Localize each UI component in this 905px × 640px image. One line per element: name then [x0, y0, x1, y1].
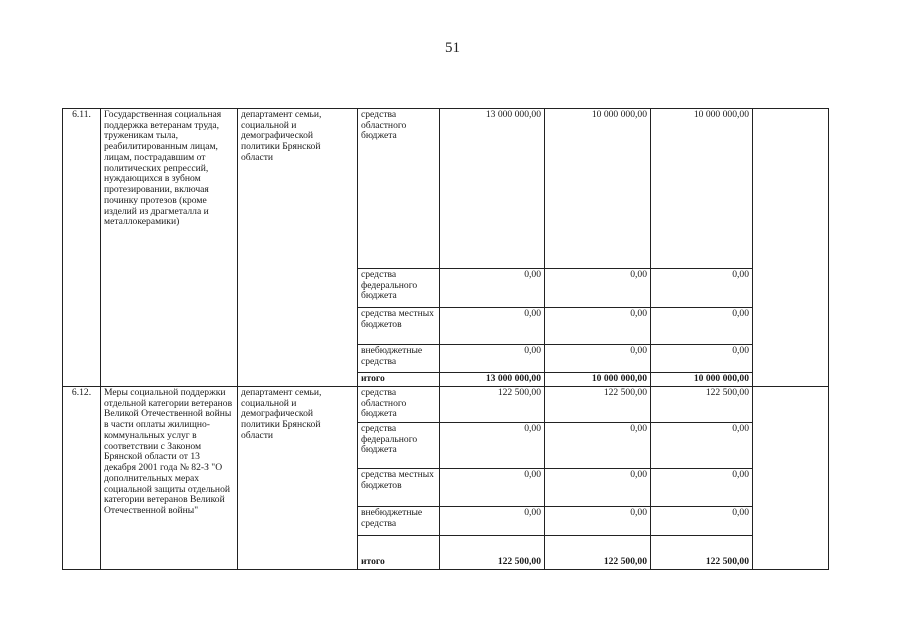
measure-name: Меры социальной поддержки отдельной категории ветеранов Великой Отечественной войны в части оплаты жилищно-коммунальных услуг в соответствии с Законом Брянской области от 13 декабря 2001 года № 82-З "О дополнительных мерах социальной защиты отдельной категории ветеранов Великой Отечественной войны" — [101, 387, 238, 570]
amount-cell: 0,00 — [651, 423, 753, 469]
total-amount: 10 000 000,00 — [545, 373, 651, 387]
empty-cell — [753, 109, 829, 387]
amount-cell: 0,00 — [651, 308, 753, 345]
row-number: 6.12. — [63, 387, 101, 570]
funding-source-label: средства федерального бюджета — [358, 269, 440, 308]
amount-cell: 0,00 — [545, 507, 651, 536]
amount-cell: 0,00 — [545, 423, 651, 469]
amount-cell: 0,00 — [545, 269, 651, 308]
budget-table — [62, 108, 829, 570]
funding-source-label: внебюджетные средства — [358, 345, 440, 373]
row-number: 6.11. — [63, 109, 101, 387]
total-label: итого — [358, 536, 440, 570]
amount-cell: 0,00 — [545, 308, 651, 345]
funding-source-label: средства местных бюджетов — [358, 469, 440, 507]
funding-source-label: средства областного бюджета — [358, 109, 440, 269]
amount-cell: 122 500,00 — [440, 387, 545, 423]
funding-source-label: средства местных бюджетов — [358, 308, 440, 345]
amount-cell: 10 000 000,00 — [651, 109, 753, 269]
page-number: 51 — [445, 40, 460, 56]
empty-cell — [753, 387, 829, 570]
table-row — [63, 109, 829, 269]
funding-source-label: средства федерального бюджета — [358, 423, 440, 469]
amount-cell: 0,00 — [545, 345, 651, 373]
amount-cell: 0,00 — [651, 345, 753, 373]
amount-cell: 0,00 — [651, 507, 753, 536]
amount-cell: 0,00 — [545, 469, 651, 507]
amount-cell: 0,00 — [440, 269, 545, 308]
amount-cell: 0,00 — [440, 308, 545, 345]
amount-cell: 122 500,00 — [545, 387, 651, 423]
amount-cell: 122 500,00 — [651, 387, 753, 423]
amount-cell: 0,00 — [651, 469, 753, 507]
total-amount: 122 500,00 — [440, 536, 545, 570]
measure-name: Государственная социальная поддержка ветеранам труда, труженикам тыла, реабилитированным лицам, лицам, пострадавшим от политических репрессий, нуждающихся в зубном протезировании, включая починку протезов (кроме изделий из драгметалла и металлокерамики) — [101, 109, 238, 387]
amount-cell: 0,00 — [440, 469, 545, 507]
amount-cell: 0,00 — [440, 423, 545, 469]
executor: департамент семьи, социальной и демографической политики Брянской области — [238, 387, 358, 570]
amount-cell: 0,00 — [440, 507, 545, 536]
amount-cell: 13 000 000,00 — [440, 109, 545, 269]
funding-source-label: средства областного бюджета — [358, 387, 440, 423]
amount-cell: 0,00 — [651, 269, 753, 308]
total-label: итого — [358, 373, 440, 387]
funding-source-label: внебюджетные средства — [358, 507, 440, 536]
amount-cell: 10 000 000,00 — [545, 109, 651, 269]
total-amount: 122 500,00 — [545, 536, 651, 570]
amount-cell: 0,00 — [440, 345, 545, 373]
executor: департамент семьи, социальной и демографической политики Брянской области — [238, 109, 358, 387]
total-amount: 122 500,00 — [651, 536, 753, 570]
table-row — [63, 387, 829, 423]
total-amount: 10 000 000,00 — [651, 373, 753, 387]
total-amount: 13 000 000,00 — [440, 373, 545, 387]
